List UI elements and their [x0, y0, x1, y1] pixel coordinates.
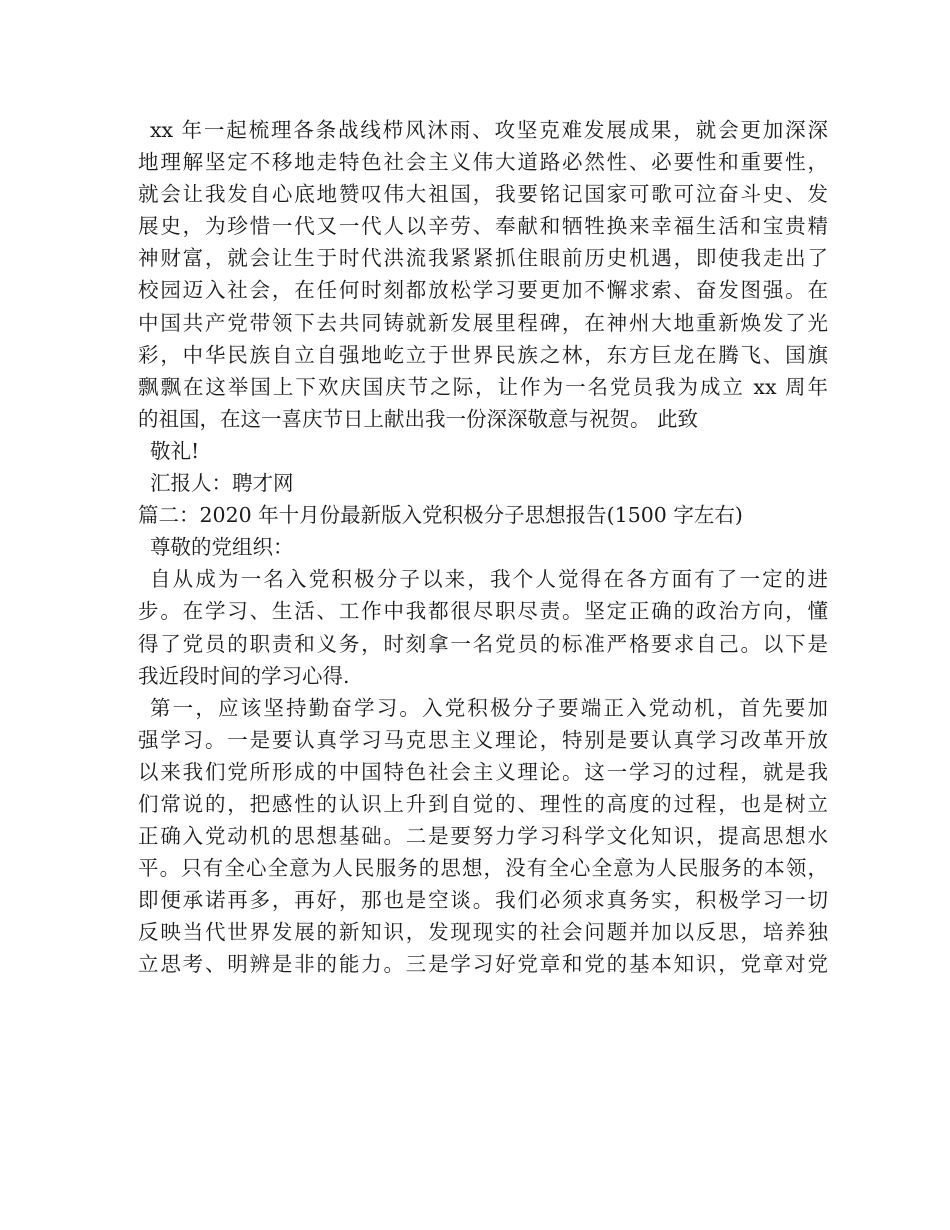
text-line: 以来我们党所形成的中国特色社会主义理论。这一学习的过程，就是我: [138, 759, 828, 784]
text-line: 就会让我发自心底地赞叹伟大祖国，我要铭记国家可歌可泣奋斗史、发: [138, 182, 828, 207]
text-line: 得了党员的职责和义务，时刻拿一名党员的标准严格要求自己。以下是: [138, 631, 828, 656]
text-line: 彩，中华民族自立自强地屹立于世界民族之林，东方巨龙在腾飞、国旗: [138, 342, 828, 367]
text-line: 汇报人：聘才网: [150, 471, 294, 496]
text-line: 立思考、明辨是非的能力。三是学习好党章和党的基本知识，党章对党: [138, 952, 828, 977]
text-line: 我近段时间的学习心得.: [138, 663, 350, 688]
text-line: 神财富，就会让生于时代洪流我紧紧抓住眼前历史机遇，即使我走出了: [138, 246, 828, 271]
document-body: [138, 114, 828, 981]
text-line: 平。只有全心全意为人民服务的思想，没有全心全意为人民服务的本领，: [138, 856, 828, 881]
text-line: 自从成为一名入党积极分子以来，我个人觉得在各方面有了一定的进: [150, 567, 828, 592]
text-line: 步。在学习、生活、工作中我都很尽职尽责。坚定正确的政治方向，懂: [138, 599, 828, 624]
text-line: 敬礼!: [150, 438, 200, 463]
text-line: 篇二：2020 年十月份最新版入党积极分子思想报告(1500 字左右): [138, 503, 743, 528]
text-line: 尊敬的党组织：: [150, 535, 294, 560]
text-line: 飘飘在这举国上下欢庆国庆节之际，让作为一名党员我为成立 xx 周年: [138, 374, 828, 399]
text-line: 校园迈入社会，在任何时刻都放松学习要更加不懈求索、奋发图强。在: [138, 278, 828, 303]
text-line: 的祖国，在这一喜庆节日上献出我一份深深敬意与祝贺。 此致: [138, 406, 699, 431]
text-line: 正确入党动机的思想基础。二是要努力学习科学文化知识，提高思想水: [138, 824, 828, 849]
text-line: 们常说的，把感性的认识上升到自觉的、理性的高度的过程，也是树立: [138, 791, 828, 816]
text-line: xx 年一起梳理各条战线栉风沐雨、攻坚克难发展成果，就会更加深深: [150, 118, 828, 142]
text-line: 强学习。一是要认真学习马克思主义理论，特别是要认真学习改革开放: [138, 727, 828, 752]
text-line: 地理解坚定不移地走特色社会主义伟大道路必然性、必要性和重要性，: [138, 150, 828, 175]
text-line: 中国共产党带领下去共同铸就新发展里程碑，在神州大地重新焕发了光: [138, 310, 828, 335]
text-line: 展史，为珍惜一代又一代人以辛劳、奉献和牺牲换来幸福生活和宝贵精: [138, 214, 828, 239]
text-line: 第一，应该坚持勤奋学习。入党积极分子要端正入党动机，首先要加: [150, 695, 828, 720]
text-line: 即便承诺再多，再好，那也是空谈。我们必须求真务实，积极学习一切: [138, 888, 828, 913]
text-line: 反映当代世界发展的新知识，发现现实的社会问题并加以反思，培养独: [138, 920, 828, 945]
